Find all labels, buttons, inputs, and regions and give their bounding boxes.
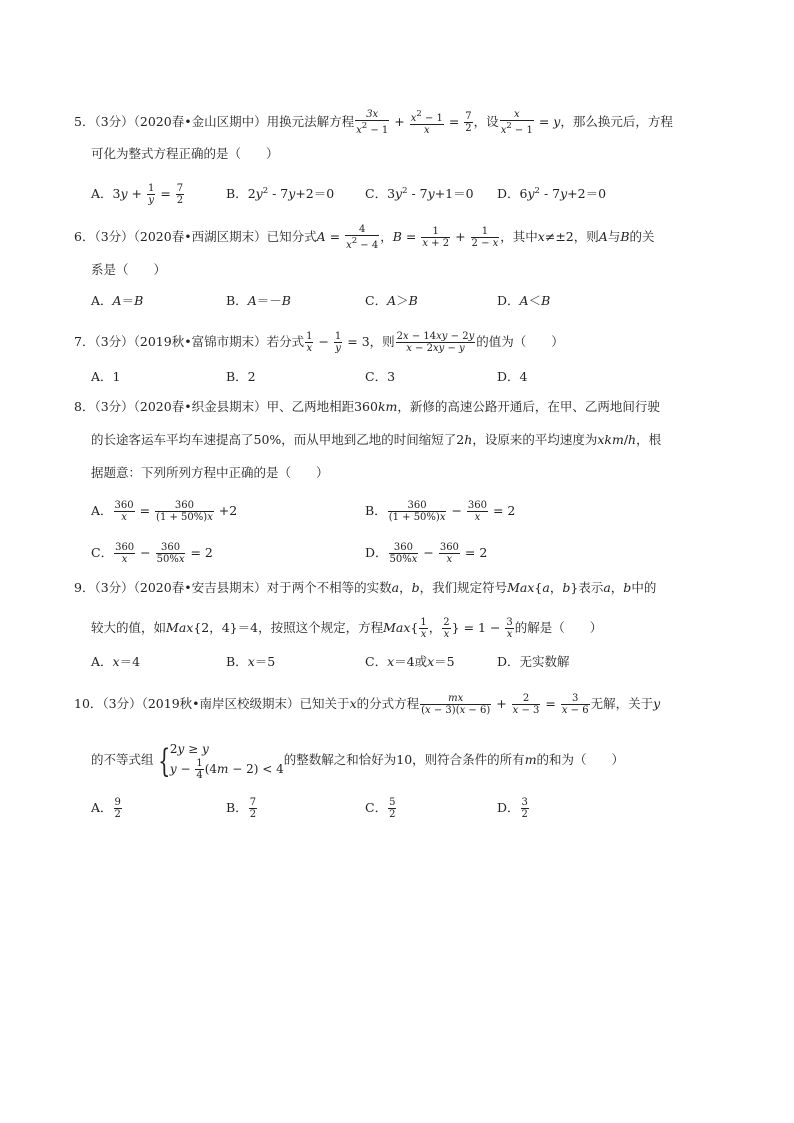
q8-option-b: B． $\frac{360}{(1 + 50\%)x}$ − $\frac{360}{x}$ = 2 [365,500,516,523]
q6-option-b: B．A＝－B [226,293,291,308]
fraction: $\frac{4}{x^2 - 4}$ [346,224,379,251]
q6-option-d: D．A＜B [497,293,551,308]
fraction: $\frac{1}{2 - x}$ [471,226,499,249]
q6-option-a: A．A＝B [91,293,144,308]
fraction: $\frac{360}{x}$ [467,500,487,523]
q10-option-d: D． $\frac{3}{2}$ [497,797,528,820]
q7-option-b: B．2 [226,369,256,384]
fraction: $\frac{360}{x}$ [439,542,459,565]
fraction: $\frac{1}{y}$ [334,331,342,354]
fraction: $\frac{7}{2}$ [465,111,472,134]
q8-option-c: C． $\frac{360}{x}$ − $\frac{360}{50\%x}$ = 2 [91,542,213,565]
q9-option-d: D．无实数解 [497,654,570,669]
q5-option-c: C．$3y^2 - 7y+1=0$ [365,186,474,201]
q5-option-b: B．$2y^2 - 7y+2=0$ [226,186,335,201]
fraction: $\frac{360}{50\%x}$ [156,542,185,565]
fraction: $\frac{mx}{(x - 3)(x - 6)}$ [421,693,491,716]
q10-option-a: A． $\frac{9}{2}$ [91,797,121,820]
fraction: $\frac{1}{y}$ [147,183,155,206]
fraction: $\frac{3}{x}$ [506,617,513,640]
fraction: $\frac{2}{x}$ [443,617,450,640]
fraction: $\frac{360}{(1 + 50\%)x}$ [388,500,446,523]
fraction: $\frac{3}{x - 6}$ [561,693,589,716]
fraction: $\frac{360}{50\%x}$ [389,542,418,565]
fraction: $\frac{2}{x - 3}$ [512,693,540,716]
question-10-line-1: 10．（3分）（2019秋•南岸区校级期末）已知关于x的分式方程 $\frac{mx}{(x - 3)(x - 6)}$ + $\frac{2}{x - 3}$ = $\frac{3}{x - 6}$ 无解，关于y [74,693,661,716]
question-9-line-1: 9．（3分）（2020春•安吉县期末）对于两个不相等的实数a，b，我们规定符号Max{a，b}表示a，b中的 [74,580,657,595]
question-5-line-1: 5．（3分）（2020春•金山区期中）用换元法解方程 $\frac{3x}{x^2 - 1}$ + $\frac{x^2 - 1}{x}$ = $\frac{7}{2}$ ，设 $\frac{x}{x^2 - 1}$ = y，那么换元后，方程 [74,109,673,136]
fraction: $\frac{1}{x}$ [420,617,427,640]
brace: { [157,741,170,780]
q5-option-a: A．3y + $\frac{1}{y}$ = $\frac{7}{2}$ [91,183,184,206]
question-9-line-2: 较大的值，如Max{2，4}＝4，按照这个规定，方程Max{ $\frac{1}{x}$ ， $\frac{2}{x}$ } = 1 − $\frac{3}{x}$ 的解是（ ） [91,617,603,640]
question-5-line-2: 可化为整式方程正确的是（ ） [91,146,279,161]
q10-option-b: B． $\frac{7}{2}$ [226,797,257,820]
question-8-line-2: 的长途客运车平均车速提高了50%，而从甲地到乙地的时间缩短了2h，设原来的平均速度为xkm/h，根 [91,432,662,447]
fraction: $\frac{5}{2}$ [389,797,396,820]
inequality-system: 2y ≥ y y − $\frac{1}{4}$ (4m − 2) < 4 [169,742,284,781]
fraction: $\frac{1}{x + 2}$ [422,226,450,249]
fraction: $\frac{360}{x}$ [114,500,134,523]
q9-option-a: A．x＝4 [91,654,141,669]
fraction: $\frac{3}{2}$ [521,797,528,820]
fraction: $\frac{7}{2}$ [249,797,257,820]
question-8-line-1: 8．（3分）（2020春•织金县期末）甲、乙两地相距360km，新修的高速公路开通后，在甲、乙两地间行驶 [74,399,660,414]
fraction: $\frac{x^2 - 1}{x}$ [410,109,443,136]
fraction: $\frac{1}{x}$ [306,331,313,354]
fraction: $\frac{9}{2}$ [114,797,121,820]
question-10-line-2: 的不等式组 { 2y ≥ y y − $\frac{1}{4}$ (4m − 2) < 4 的整数解之和恰好为10，则符合条件的所有m的和为（ ） [91,741,625,781]
fraction: $\frac{x}{x^2 - 1}$ [500,109,533,136]
fraction: $\frac{360}{x}$ [115,542,135,565]
q7-option-a: A．1 [91,369,121,384]
fraction: $\frac{7}{2}$ [176,183,184,206]
q10-option-c: C． $\frac{5}{2}$ [365,797,396,820]
q9-option-b: B．x＝5 [226,654,276,669]
question-6-line-1: 6．（3分）（2020春•西湖区期末）已知分式A = $\frac{4}{x^2 - 4}$ ，B = $\frac{1}{x + 2}$ + $\frac{1}{2 - x}$ ，其中x≠±2，则A与B的关 [74,224,655,251]
q7-option-d: D．4 [497,369,528,384]
q8-option-d: D． $\frac{360}{50\%x}$ − $\frac{360}{x}$ = 2 [365,542,488,565]
question-8-line-3: 据题意：下列所列方程中正确的是（ ） [91,465,329,480]
q5-option-d: D．$6y^2 - 7y+2=0$ [497,186,607,201]
q7-option-c: C．3 [365,369,396,384]
fraction: $\frac{360}{(1 + 50\%)x}$ [156,500,213,523]
fraction: $\frac{2x - 14xy - 2y}{x - 2xy - y}$ [396,331,475,354]
question-6-line-2: 系是（ ） [91,262,167,277]
q9-option-c: C．x＝4或x＝5 [365,654,455,669]
q6-option-c: C．A＞B [365,293,418,308]
fraction: $\frac{3x}{x^2 - 1}$ [356,109,389,136]
q8-option-a: A． $\frac{360}{x}$ = $\frac{360}{(1 + 50\%)x}$ +2 [91,500,238,523]
question-7-line-1: 7．（3分）（2019秋•富锦市期末）若分式 $\frac{1}{x}$ − $\frac{1}{y}$ = 3，则 $\frac{2x - 14xy - 2y}{x - 2xy - y}$ 的值为（ ） [74,331,564,354]
